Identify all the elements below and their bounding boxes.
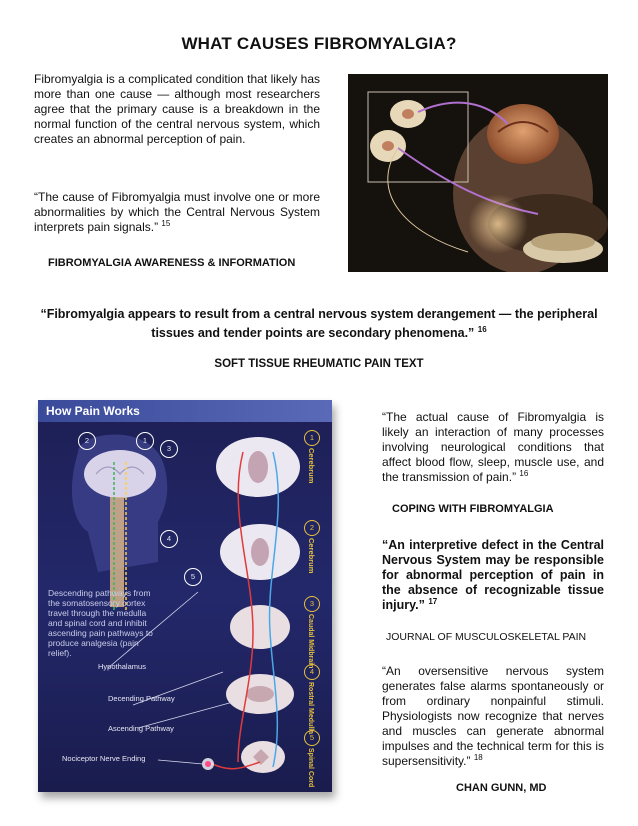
quote-3 — [382, 410, 604, 485]
diagram-header: How Pain Works — [38, 400, 332, 422]
quote-1-text: “The cause of Fibromyalgia must involve one or more abnormalities by which the Central Nervous System interprets pain signals.” — [34, 190, 320, 234]
quote-4-ref: 17 — [428, 596, 438, 606]
section-4: 4 Rostral Medulla — [304, 664, 326, 734]
marker-1: 1 — [136, 432, 154, 450]
quote-2-ref: 16 — [477, 325, 487, 334]
marker-3: 3 — [160, 440, 178, 458]
quote-4-text: “An interpretive defect in the Central Nervous System may be responsible for abnormal perception of pain in the absence of recognizable tissue injury.” — [382, 538, 604, 612]
source-3: COPING WITH FIBROMYALGIA — [392, 503, 554, 515]
label-ascending-pathway: Ascending Pathway — [108, 724, 174, 733]
quote-5 — [382, 664, 604, 769]
section-5: 5 Spinal Cord — [304, 730, 326, 787]
quote-3-text: “The actual cause of Fibromyalgia is likely an interaction of many processes involving neurological conditions that affect blood flow, sleep, muscle use, and the transmission of pain.” — [382, 410, 604, 484]
marker-2: 2 — [78, 432, 96, 450]
diagram-description: Descending pathways from the somatosensory cortex travel through the medulla and spinal cord and inhibit ascending pain pathways to produce analgesia (pain relief). — [48, 588, 153, 658]
how-pain-works-diagram — [38, 400, 332, 792]
marker-4: 4 — [160, 530, 178, 548]
section-2: 2 Cerebrum — [304, 520, 326, 573]
source-4: JOURNAL OF MUSCULOSKELETAL PAIN — [386, 631, 587, 643]
quote-5-ref: 18 — [473, 753, 483, 762]
quote-2-text: “Fibromyalgia appears to result from a central nervous system derangement — the peripheral tissues and tender points are secondary phenomena.” — [40, 307, 598, 341]
label-hypothalamus: Hypothalamus — [98, 662, 146, 671]
marker-5: 5 — [184, 568, 202, 586]
quote-2 — [34, 306, 604, 341]
label-decending-pathway: Decending Pathway — [108, 694, 175, 703]
quote-1 — [34, 190, 320, 235]
page-title: WHAT CAUSES FIBROMYALGIA? — [181, 34, 457, 53]
label-nociceptor: Nociceptor Nerve Ending — [62, 754, 146, 763]
source-1: FIBROMYALGIA AWARENESS & INFORMATION — [48, 257, 296, 269]
section-3: 3 Caudal Midbrain — [304, 596, 326, 668]
quote-5-text: “An oversensitive nervous system generates false alarms spontaneously or from ordinary nonpainful stimuli. Physiologists now recognize that nerves and muscles can generate abnormal impulses and the technical term for this is supersensitivity.” — [382, 664, 604, 768]
source-5: CHAN GUNN, MD — [456, 782, 547, 794]
quote-4 — [382, 538, 604, 613]
quote-3-ref: 16 — [519, 469, 529, 478]
source-2: SOFT TISSUE RHEUMATIC PAIN TEXT — [214, 358, 424, 370]
quote-1-ref: 15 — [161, 219, 171, 228]
intro-paragraph: Fibromyalgia is a complicated condition that likely has more than one cause — although most researchers agree that the primary cause is a breakdown in the normal function of the central nervous system, which creates an abnormal perception of pain. — [34, 72, 320, 146]
fibromyalgia-photo — [348, 74, 608, 272]
section-1: 1 Cerebrum — [304, 430, 326, 483]
